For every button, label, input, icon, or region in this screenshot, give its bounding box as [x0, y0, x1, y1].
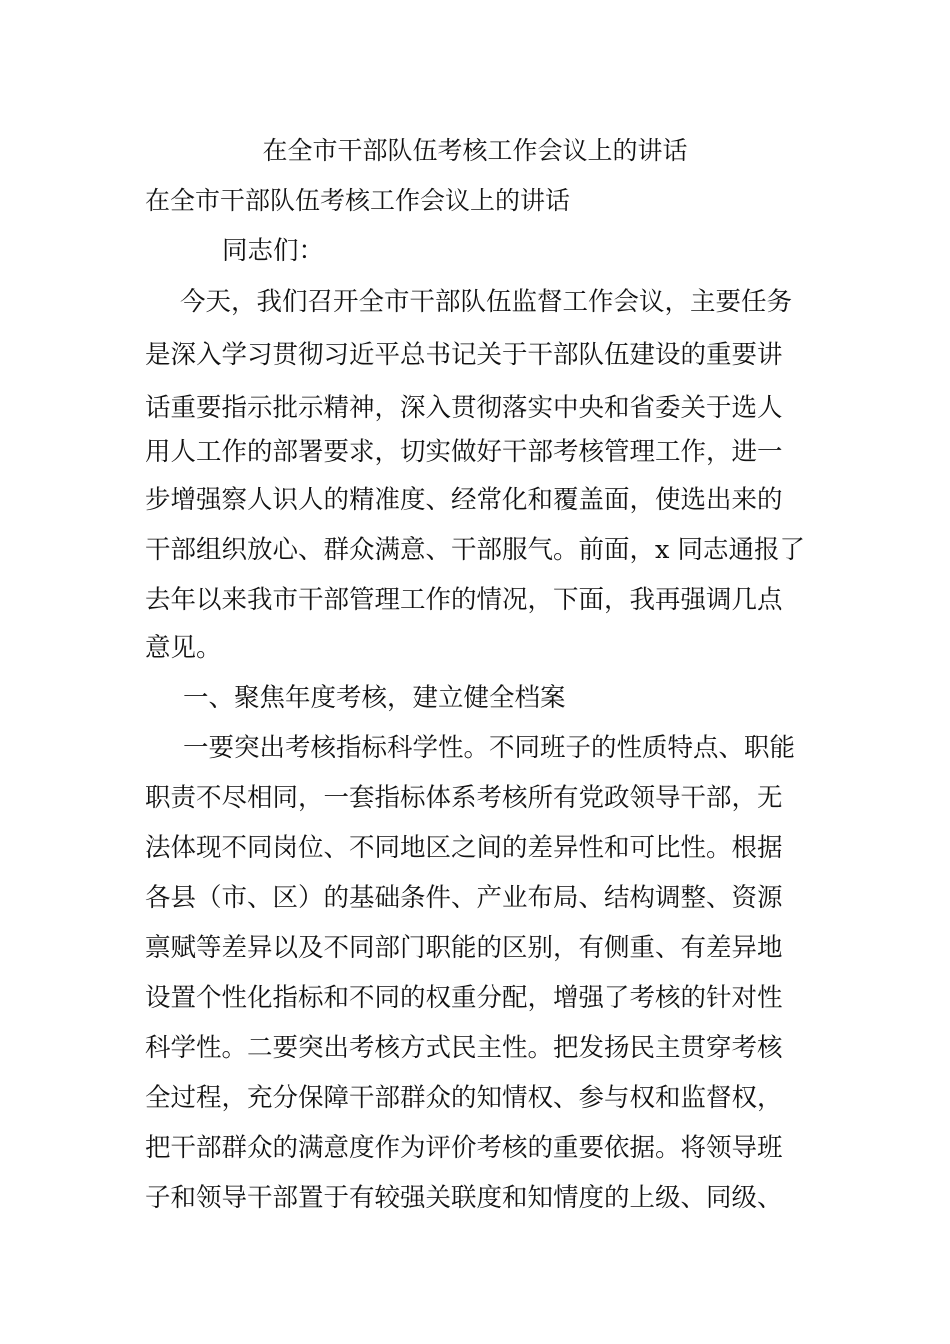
salutation: 同志们：	[222, 236, 325, 266]
paragraph-line: 一要突出考核指标科学性。不同班子的性质特点、职能	[183, 733, 796, 763]
paragraph-line: 法体现不同岗位、不同地区之间的差异性和可比性。根据	[145, 833, 783, 863]
paragraph-line: 子和领导干部置于有较强关联度和知情度的上级、同级、	[145, 1183, 783, 1213]
section-heading: 一、聚焦年度考核，建立健全档案	[183, 683, 566, 713]
paragraph-line: 用人工作的部署要求，切实做好干部考核管理工作，进一	[145, 437, 783, 467]
paragraph-line: 干部组织放心、群众满意、干部服气。前面，x 同志通报了	[145, 535, 805, 565]
paragraph-line: 科学性。二要突出考核方式民主性。把发扬民主贯穿考核	[145, 1033, 783, 1063]
paragraph-line: 意见。	[145, 633, 222, 663]
paragraph-line: 职责不尽相同，一套指标体系考核所有党政领导干部，无	[145, 783, 783, 813]
paragraph-line: 禀赋等差异以及不同部门职能的区别，有侧重、有差异地	[145, 933, 783, 963]
paragraph-line: 步增强察人识人的精准度、经常化和覆盖面，使选出来的	[145, 485, 783, 515]
document-subtitle: 在全市干部队伍考核工作会议上的讲话	[145, 186, 571, 215]
document-title: 在全市干部队伍考核工作会议上的讲话	[262, 136, 688, 165]
paragraph-line: 设置个性化指标和不同的权重分配，增强了考核的针对性	[145, 983, 783, 1013]
paragraph-line: 各县（市、区）的基础条件、产业布局、结构调整、资源	[145, 883, 783, 913]
paragraph-line: 把干部群众的满意度作为评价考核的重要依据。将领导班	[145, 1133, 783, 1163]
paragraph-line: 全过程，充分保障干部群众的知情权、参与权和监督权，	[145, 1083, 783, 1113]
paragraph-line: 话重要指示批示精神，深入贯彻落实中央和省委关于选人	[145, 393, 783, 423]
paragraph-line: 今天，我们召开全市干部队伍监督工作会议，主要任务	[180, 287, 793, 317]
paragraph-line: 去年以来我市干部管理工作的情况，下面，我再强调几点	[145, 585, 783, 615]
paragraph-line: 是深入学习贯彻习近平总书记关于干部队伍建设的重要讲	[145, 340, 783, 370]
